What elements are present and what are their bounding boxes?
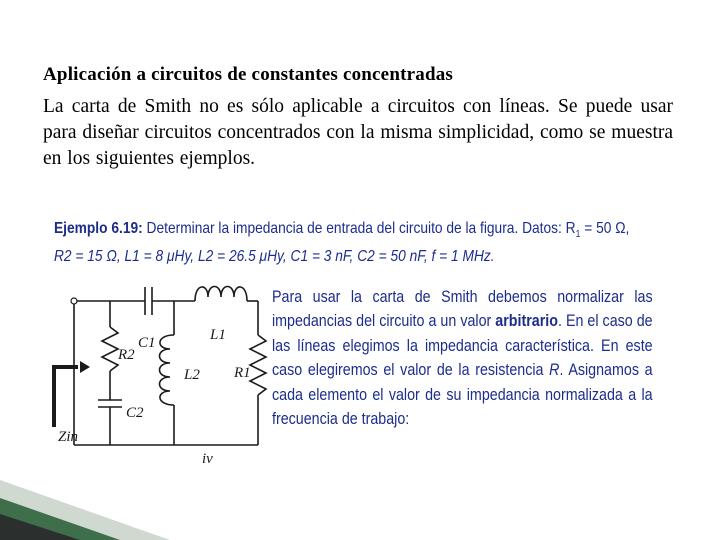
l2-coil (160, 335, 175, 405)
label-zin: Zin (58, 429, 79, 445)
section-heading: Aplicación a circuitos de constantes concentradas (43, 64, 454, 85)
label-c2: C2 (126, 405, 144, 421)
example-statement-end: = 50 Ω, (580, 220, 630, 237)
corner-decoration (0, 440, 400, 540)
l1-coil (195, 287, 247, 302)
label-iv: iv (202, 451, 213, 467)
explanation-bold: arbitrario (495, 312, 558, 331)
input-node (71, 298, 77, 304)
explanation-italic: R (549, 361, 560, 380)
explanation-part-2: . En el caso de las líneas elegimos la impedancia característica. En este caso elegiremos el valor de la resistencia (272, 312, 653, 380)
label-r1: R1 (234, 365, 251, 381)
explanation-part-3: . Asignamos a cada elemento el valor de su impedancia normalizada a la frecuencia de trabajo: (272, 361, 653, 429)
example-explanation (272, 285, 653, 431)
label-l2: L2 (184, 367, 200, 383)
r2-resistor (102, 327, 118, 371)
example-label: Ejemplo 6.19: (54, 220, 143, 237)
label-r2: R2 (118, 347, 135, 363)
example-title (54, 220, 630, 241)
example-statement-sub: 1 (575, 229, 581, 241)
explanation-part-1: Para usar la carta de Smith debemos normalizar las impedancias del circuito a un valor (272, 288, 653, 331)
example-data: R2 = 15 Ω, L1 = 8 μHy, L2 = 26.5 μHy, C1 = 3 nF, C2 = 50 nF, f = 1 MHz. (54, 248, 495, 265)
intro-paragraph: La carta de Smith no es sólo aplicable a circuitos con líneas. Se puede usar para diseñar circuitos concentrados con la misma simplicidad, como se muestra en los siguientes ejemplos. (43, 96, 674, 169)
r1-resistor (250, 335, 266, 395)
example-statement: Determinar la impedancia de entrada del circuito de la figura. Datos: R (146, 220, 576, 237)
zin-arrowhead (80, 361, 90, 373)
label-c1: C1 (138, 335, 156, 351)
label-l1: L1 (210, 327, 226, 343)
